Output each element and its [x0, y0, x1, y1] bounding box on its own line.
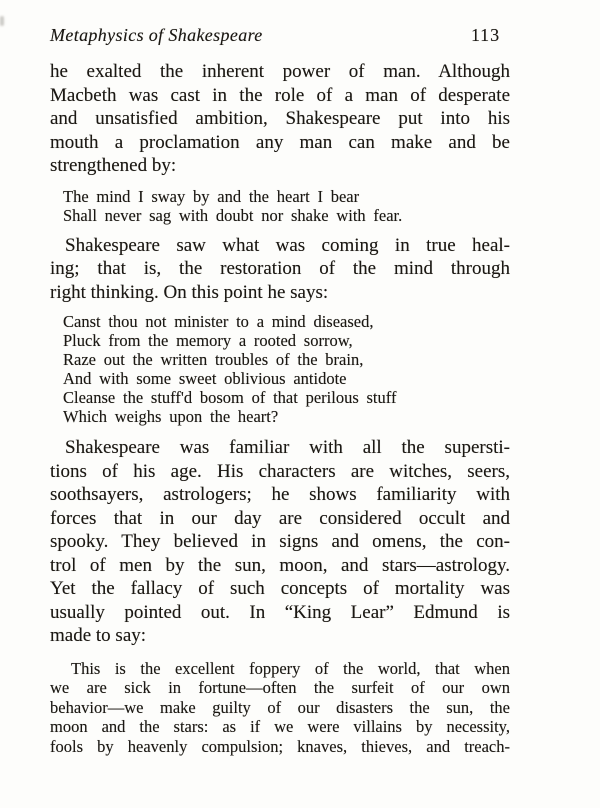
text-line: Shakespeare saw what was coming in true heal- [65, 234, 510, 256]
verse-line: Raze out the written troubles of the brain, [63, 350, 364, 369]
running-head [50, 24, 510, 46]
verse-line: Canst thou not minister to a mind diseased, [63, 312, 374, 331]
quote-line: we are sick in fortune—often the surfeit of our own [50, 678, 510, 697]
running-title: Metaphysics of Shakespeare [50, 25, 263, 45]
quote-line: behavior—we make guilty of our disasters the sun, the [50, 697, 510, 717]
paragraph-3 [50, 436, 510, 648]
page-number: 113 [470, 25, 500, 45]
quote-line: This is the excellent foppery of the world, that when [71, 658, 510, 678]
text-line: strengthened by: [50, 155, 177, 176]
verse-line: Cleanse the stuff'd bosom of that perilous stuff [63, 388, 397, 407]
verse-line: And with some sweet oblivious antidote [63, 369, 347, 388]
text-line: Shakespeare was familiar with all the supersti- [65, 437, 510, 458]
text-line: spooky. They believed in signs and omens, the con- [50, 531, 510, 552]
scan-smudge [0, 16, 4, 26]
text-line: he exalted the inherent power of man. Although [50, 61, 510, 82]
quote-line: fools by heavenly compulsion; knaves, thieves, and treach- [50, 736, 510, 756]
quote-line: moon and the stars: as if we were villains by necessity, [50, 717, 510, 736]
paragraph-1 [50, 60, 510, 178]
text-line: and unsatisfied ambition, Shakespeare put into his [50, 108, 510, 129]
verse-line: The mind I sway by and the heart I bear [63, 186, 360, 206]
text-line: ing; that is, the restoration of the mind through [50, 258, 510, 279]
text-line: trol of men by the sun, moon, and stars—astrology. [50, 554, 510, 576]
text-line: tions of his age. His characters are witches, seers, [50, 460, 510, 482]
verse-line: Shall never sag with doubt nor shake with fear. [63, 205, 403, 225]
text-line: Macbeth was cast in the role of a man of desperate [50, 84, 510, 106]
text-line: soothsayers, astrologers; he shows familiarity with [50, 484, 510, 505]
verse-line: Which weighs upon the heart? [63, 407, 279, 426]
text-line: forces that in our day are considered occult and [50, 507, 510, 529]
text-line: usually pointed out. In “King Lear” Edmund is [50, 601, 510, 623]
prose-quote [50, 659, 510, 757]
paragraph-2 [50, 234, 510, 305]
verse-quote-1 [63, 187, 510, 225]
verse-quote-2 [63, 312, 510, 426]
text-line: mouth a proclamation any man can make and be [50, 131, 510, 153]
text-line: Yet the fallacy of such concepts of mortality was [50, 578, 510, 599]
verse-line: Pluck from the memory a rooted sorrow, [63, 331, 353, 350]
text-line: made to say: [50, 625, 147, 646]
page-content [50, 0, 510, 756]
text-line: right thinking. On this point he says: [50, 281, 329, 303]
